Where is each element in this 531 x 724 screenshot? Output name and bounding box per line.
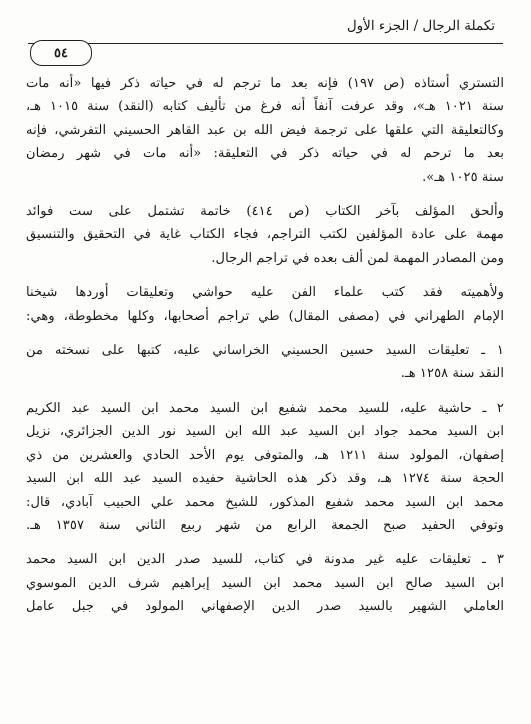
text-line: مهمة على عادة المؤلفين لكتب التراجم، فجاء الكتاب غاية في التحقيق والتنسيق xyxy=(26,227,504,243)
text-line: ومن المصادر المهمة لمن ألف بعده في تراجم الرجال. xyxy=(211,250,504,266)
text-line: ٢ ـ حاشية عليه، للسيد محمد شفيع ابن السيد محمد ابن السيد عبد الكريم xyxy=(26,400,504,416)
text-line: ٣ ـ تعليقات عليه غير مدونة في كتاب، للسيد صدر الدين ابن السيد محمد xyxy=(26,552,504,568)
text-line: ١ ـ تعليقات السيد حسين الحسيني الخراساني عليه، كتبها على نسخته من xyxy=(26,343,504,359)
text-line: الإمام الطهراني في (مصفى المقال) طي تراجم أصحابها، وكلها مخطوطة، وهي: xyxy=(26,308,504,324)
text-line: النقد سنة ١٢٥٨ هـ. xyxy=(400,366,504,382)
text-line: ابن السيد محمد جواد ابن السيد عبد الله ابن السيد نور الدين الجزائري، نزيل xyxy=(26,424,504,440)
page-number: ٥٤ xyxy=(54,45,68,61)
text-line: إصفهان، المولود سنة ١٢١١ هـ، والمتوفى يوم الأحد الحادي والعشرين من ذي xyxy=(26,447,504,463)
text-line: العاملي الشهير بالسيد صدر الدين الإصفهاني المولود في جبل عامل xyxy=(26,599,504,615)
text-line: ولأهميته فقد كتب علماء الفن عليه حواشي وتعليقات أوردها شيخنا xyxy=(26,285,504,301)
list-item xyxy=(26,397,504,537)
text-line: الحجة سنة ١٢٧٤ هـ، وقد ذكر هذه الحاشية حفيده السيد عبد الله ابن السيد xyxy=(26,471,504,487)
list-item xyxy=(26,339,504,386)
page-number-badge xyxy=(30,40,92,66)
body-text xyxy=(26,72,504,630)
list-item xyxy=(26,548,504,618)
text-line: التستري أستاذه (ص ١٩٧) فإنه بعد ما ترجم له في حياته ذكر فيها «أنه مات xyxy=(26,76,504,91)
running-title: تكملة الرجال / الجزء الأول xyxy=(346,18,495,34)
paragraph xyxy=(26,200,504,270)
text-line: وتوفي الحفيد صبح الجمعة الرابع من شهر ربيع الثاني سنة ١٣٥٧ هـ. xyxy=(26,517,504,533)
header-rule xyxy=(28,43,503,44)
paragraph xyxy=(26,72,504,189)
text-line: ابن السيد صالح ابن السيد محمد ابن السيد إبراهيم شرف الدين الموسوي xyxy=(26,575,504,591)
text-line: بعد ما ترحم له في حياته ذكر في التعليقة: «أنه مات في شهر رمضان xyxy=(26,146,504,162)
text-line: وكالتعليقة التي علقها على ترجمة فيض الله بن عبد القاهر الحسيني التفرشي، فإنه xyxy=(26,122,504,138)
text-line: محمد ابن السيد محمد شفيع المذكور، للشيخ محمد علي الحبيب آبادي، قال: xyxy=(26,494,504,510)
text-line: سنة ١٠٢٥ هـ». xyxy=(422,169,504,185)
text-line: وألحق المؤلف بآخر الكتاب (ص ٤١٤) خاتمة تشتمل على ست فوائد xyxy=(26,204,504,220)
text-line: سنة ١٠٢١ هـ»، وقد عرفت آنفاً أنه فرغ من تأليف كتابه (النقد) سنة ١٠١٥ هـ، xyxy=(26,99,504,115)
paragraph xyxy=(26,281,504,328)
